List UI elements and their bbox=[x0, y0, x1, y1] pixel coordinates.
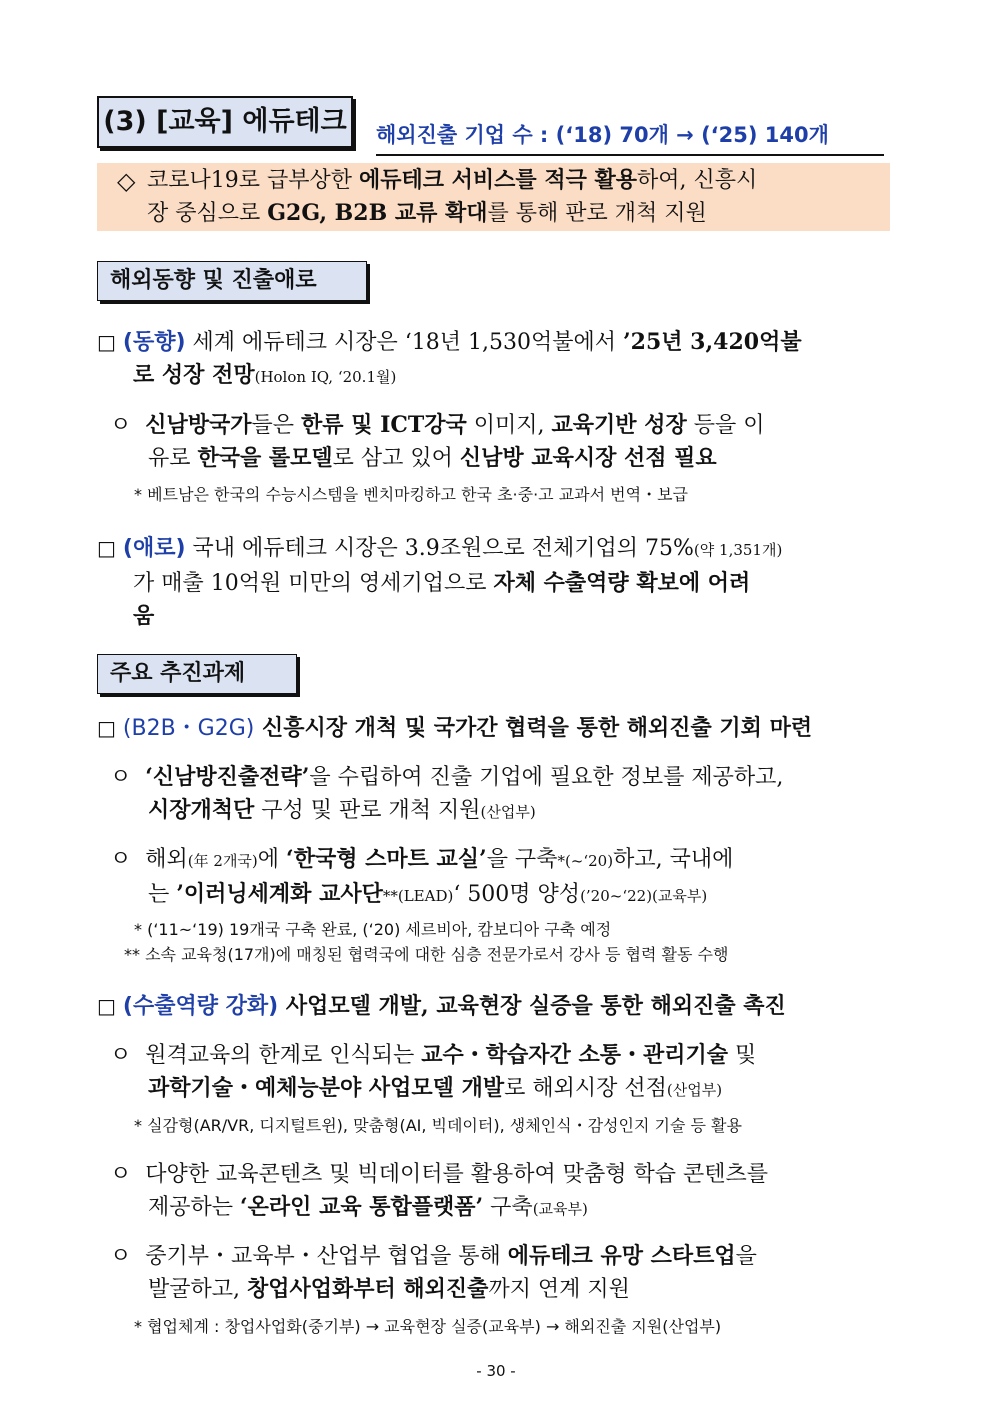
circle-bullet-icon: ㅇ bbox=[110, 1162, 132, 1187]
task2-sub1-line-1: ㅇ 원격교육의 한계로 인식되는 교수・학습자간 소통・관리기술 및 bbox=[110, 1042, 757, 1068]
trend-sub-paragraph bbox=[110, 409, 764, 475]
barrier-tag: (애로) bbox=[122, 536, 186, 561]
task1-sub2-line-1: ㅇ 해외(年 2개국)에 ‘한국형 스마트 교실’을 구축*(~‘20)하고, 국내에 bbox=[110, 846, 734, 872]
trend-line-1: □ (동향) 세계 에듀테크 시장은 ‘18년 1,530억불에서 ’25년 3,420억불 bbox=[97, 329, 802, 355]
trend-sub-line-2: 유로 한국을 롤모델로 삼고 있어 신남방 교육시장 선점 필요 bbox=[148, 445, 717, 471]
task2-sub3 bbox=[110, 1240, 757, 1306]
barrier-line-1: □ (애로) 국내 에듀테크 시장은 3.9조원으로 전체기업의 75%(약 1,351개) bbox=[97, 536, 783, 561]
summary-box bbox=[97, 163, 890, 231]
task1-sub2 bbox=[110, 843, 733, 913]
heading-overseas-trends: 해외동향 및 진출애로 bbox=[97, 261, 367, 301]
task1-tag: (B2B・G2G) bbox=[122, 716, 255, 741]
task2-sub3-line-1: ㅇ 중기부・교육부・산업부 협업을 통해 에듀테크 유망 스타트업을 bbox=[110, 1243, 757, 1269]
summary-line-1: 코로나19로 급부상한 에듀테크 서비스를 적극 활용하여, 신흥시 bbox=[147, 168, 758, 193]
task2-sub2-line-1: ㅇ 다양한 교육콘텐츠 및 빅데이터를 활용하여 맞춤형 학습 콘텐츠를 bbox=[110, 1162, 769, 1187]
task1-sub1-line-1: ㅇ ‘신남방진출전략’을 수립하여 진출 기업에 필요한 정보를 제공하고, bbox=[110, 764, 784, 790]
summary-line-2: 장 중심으로 G2G, B2B 교류 확대를 통해 판로 개척 지원 bbox=[147, 200, 707, 226]
barrier-paragraph bbox=[97, 532, 782, 633]
checkbox-bullet-icon: □ bbox=[97, 994, 116, 1018]
task2-sub3-note: * 협업체계 : 창업사업화(중기부) → 교육현장 실증(교육부) → 해외진출 지원(산업부) bbox=[134, 1317, 722, 1336]
task2-tag: (수출역량 강화) bbox=[122, 994, 279, 1019]
circle-bullet-icon: ㅇ bbox=[110, 847, 132, 872]
page-number: - 30 - bbox=[476, 1362, 516, 1380]
circle-bullet-icon: ㅇ bbox=[110, 1244, 132, 1269]
trend-tag: (동향) bbox=[122, 330, 186, 355]
heading-key-tasks: 주요 추진과제 bbox=[97, 654, 297, 694]
circle-bullet-icon: ㅇ bbox=[110, 765, 132, 790]
task2-sub3-line-2: 발굴하고, 창업사업화부터 해외진출까지 연계 지원 bbox=[148, 1276, 630, 1302]
checkbox-bullet-icon: □ bbox=[97, 330, 116, 354]
checkbox-bullet-icon: □ bbox=[97, 716, 116, 740]
task2-sub1-note: * 실감형(AR/VR, 디지털트윈), 맞춤형(AI, 빅데이터), 생체인식・감성인지 기술 등 활용 bbox=[134, 1116, 742, 1135]
task2-title: □ (수출역량 강화) 사업모델 개발, 교육현장 실증을 통한 해외진출 촉진 bbox=[97, 993, 786, 1019]
barrier-line-3: 움 bbox=[133, 603, 155, 629]
trend-paragraph bbox=[97, 326, 802, 394]
barrier-line-2: 가 매출 10억원 미만의 영세기업으로 자체 수출역량 확보에 어려 bbox=[133, 570, 751, 596]
task2-sub2 bbox=[110, 1158, 768, 1226]
task1-sub2-line-2: 는 ’이러닝세계화 교사단**(LEAD)‘ 500명 양성(’20~‘22)(교육부) bbox=[148, 881, 708, 907]
task2-sub1-line-2: 과학기술・예체능분야 사업모델 개발로 해외시장 선점(산업부) bbox=[148, 1075, 723, 1101]
circle-bullet-icon: ㅇ bbox=[110, 413, 132, 438]
trend-sub-line-1: ㅇ 신남방국가들은 한류 및 ICT강국 이미지, 교육기반 성장 등을 이 bbox=[110, 412, 765, 438]
diamond-bullet-icon: ◇ bbox=[117, 167, 136, 195]
checkbox-bullet-icon: □ bbox=[97, 536, 116, 560]
section-title: (3) [교육] 에듀테크 bbox=[97, 96, 353, 148]
trend-note: * 베트남은 한국의 수능시스템을 벤치마킹하고 한국 초·중·고 교과서 번역・보급 bbox=[134, 485, 688, 504]
circle-bullet-icon: ㅇ bbox=[110, 1043, 132, 1068]
trend-line-2: 로 성장 전망(Holon IQ, ‘20.1월) bbox=[133, 362, 397, 388]
task1-note-2: ** 소속 교육청(17개)에 매칭된 협력국에 대한 심층 전문가로서 강사 등 협력 활동 수행 bbox=[124, 945, 729, 964]
task1-sub1-line-2: 시장개척단 구성 및 판로 개척 지원(산업부) bbox=[148, 797, 536, 823]
task1-note-1: * (‘11~‘19) 19개국 구축 완료, (‘20) 세르비아, 캄보디아 구축 예정 bbox=[134, 920, 612, 939]
task2-sub1 bbox=[110, 1039, 756, 1107]
task2-sub2-line-2: 제공하는 ‘온라인 교육 통합플랫폼’ 구축(교육부) bbox=[148, 1194, 588, 1220]
task1-title: □ (B2B・G2G) 신흥시장 개척 및 국가간 협력을 통한 해외진출 기회 마련 bbox=[97, 715, 813, 741]
target-metric: 해외진출 기업 수 : (‘18) 70개 → (‘25) 140개 bbox=[376, 118, 884, 156]
task1-sub1 bbox=[110, 761, 783, 829]
